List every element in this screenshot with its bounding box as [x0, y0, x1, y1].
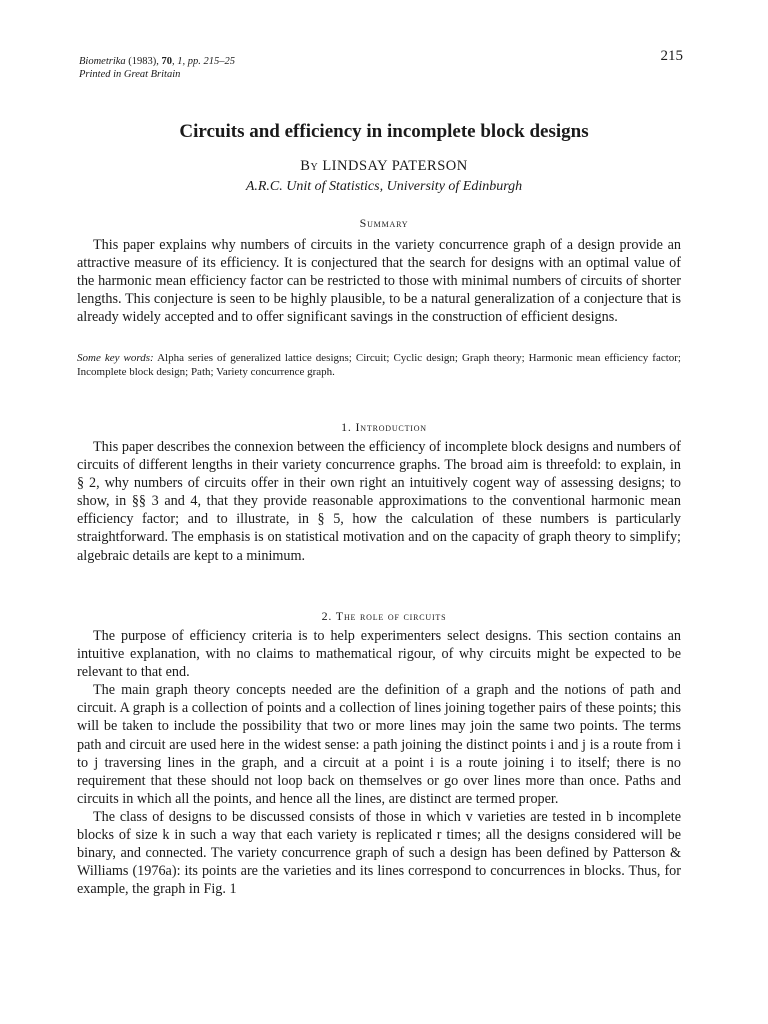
keywords-text: Alpha series of generalized lattice designs; Circuit; Cyclic design; Graph theory; Harmonic mean efficiency factor; Incomplete block design; Path; Variety concurrence graph. [77, 352, 681, 378]
page-number: 215 [660, 48, 683, 64]
keywords-label: Some key words: [77, 352, 154, 364]
citation-pages: , 1, pp. 215–25 [172, 56, 236, 67]
section-2-paragraph-1: The purpose of efficiency criteria is to help experimenters select designs. This section contains an intuitive explanation, with no claims to mathematical rigour, of why circuits might be expected to be relevant to that end. [77, 628, 681, 681]
section-1-text: This paper describes the connexion between the efficiency of incomplete block designs and numbers of circuits of different lengths in their variety concurrence graphs. The broad aim is threefold: to explain, in § 2, why numbers of circuits offer in their own right an intuitively cogent way of assessing designs; to show, in §§ 3 and 4, that they provide reasonable approximations to the conventional harmonic mean efficiency factor; and to illustrate, in § 5, how the calculation of these numbers is particularly straightforward. The emphasis is on statistical motivation and on the capacity of graph theory to simplify; algebraic details are kept to a minimum. [77, 439, 681, 564]
printed-line: Printed in Great Britain [79, 69, 181, 80]
summary-block [77, 236, 681, 326]
journal-name: Biometrika [79, 56, 126, 67]
section-2-paragraph-2: The main graph theory concepts needed are the definition of a graph and the notions of path and circuit. A graph is a collection of points and a collection of lines joining together pairs of these points; this will be taken to include the possibility that two or more lines may join the same two points. The terms path and circuit are used here in the widest sense: a path joining the distinct points i and j is a route from i to j traversing lines in the graph, and a circuit at a point i is a route joining i to itself; there is no requirement that these should not loop back on themselves or go over lines more than once. Paths and circuits in which all the points, and hence all the lines, are distinct are termed proper. [77, 682, 681, 807]
paper-title: Circuits and efficiency in incomplete block designs [179, 121, 589, 142]
section-1-block [77, 438, 681, 565]
keywords [77, 351, 681, 379]
section-2-heading: 2. The role of circuits [321, 609, 447, 623]
citation-line [79, 55, 235, 68]
section-2-paragraph-3: The class of designs to be discussed consists of those in which v varieties are tested in b incomplete blocks of size k in such a way that each variety is replicated r times; all the designs considered will be binary, and connected. The variety concurrence graph of such a design has been defined by Patterson & Williams (1976a): its points are the varieties and its lines correspond to concurrences in blocks. Thus, for example, the graph in Fig. 1 [77, 808, 681, 898]
journal-volume: 70 [161, 56, 173, 67]
author-line: By LINDSAY PATERSON [300, 158, 468, 174]
running-header [79, 55, 235, 81]
citation-year: (1983), [125, 56, 162, 67]
summary-heading: Summary [359, 216, 409, 230]
summary-text: This paper explains why numbers of circuits in the variety concurrence graph of a design provide an attractive measure of its efficiency. It is conjectured that the search for designs with an optimal value of the harmonic mean efficiency factor can be restricted to those with minimal numbers of circuits of shorter lengths. This conjecture is seen to be highly plausible, to be a natural generalization of a conjecture that is already widely accepted and to offer significant savings in the construction of efficient designs. [77, 237, 681, 326]
section-2-block [77, 627, 681, 898]
section-1-heading: 1. Introduction [341, 420, 427, 434]
affiliation: A.R.C. Unit of Statistics, University of Edinburgh [245, 179, 523, 194]
